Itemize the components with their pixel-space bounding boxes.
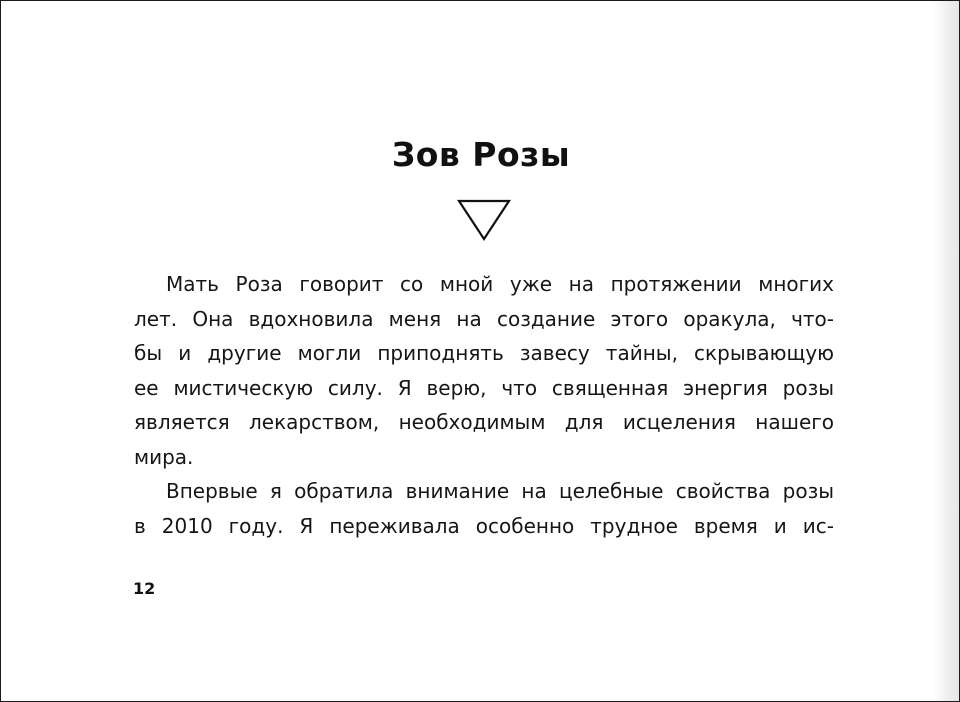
text-line: мира.: [134, 444, 194, 469]
text-line: лет. Она вдохновила меня на создание этого оракула, что-: [134, 306, 834, 331]
down-triangle-icon: [456, 198, 512, 242]
text-line: в 2010 году. Я переживала особенно трудное время и ис-: [134, 513, 834, 538]
text-line: ее мистическую силу. Я верю, что священная энергия розы: [134, 375, 834, 400]
body-text: [134, 267, 834, 543]
text-line: Впервые я обратила внимание на целебные свойства розы: [166, 479, 834, 503]
text-line: Мать Роза говорит со мной уже на протяжении многих: [166, 272, 834, 296]
text-line: бы и другие могли приподнять завесу тайны, скрывающую: [134, 341, 834, 365]
page-number: 12: [133, 579, 156, 598]
text-line: является лекарством, необходимым для исцеления нашего: [134, 410, 834, 434]
page-edge-shadow: [933, 1, 959, 701]
page-title: Зов Розы: [391, 135, 571, 174]
